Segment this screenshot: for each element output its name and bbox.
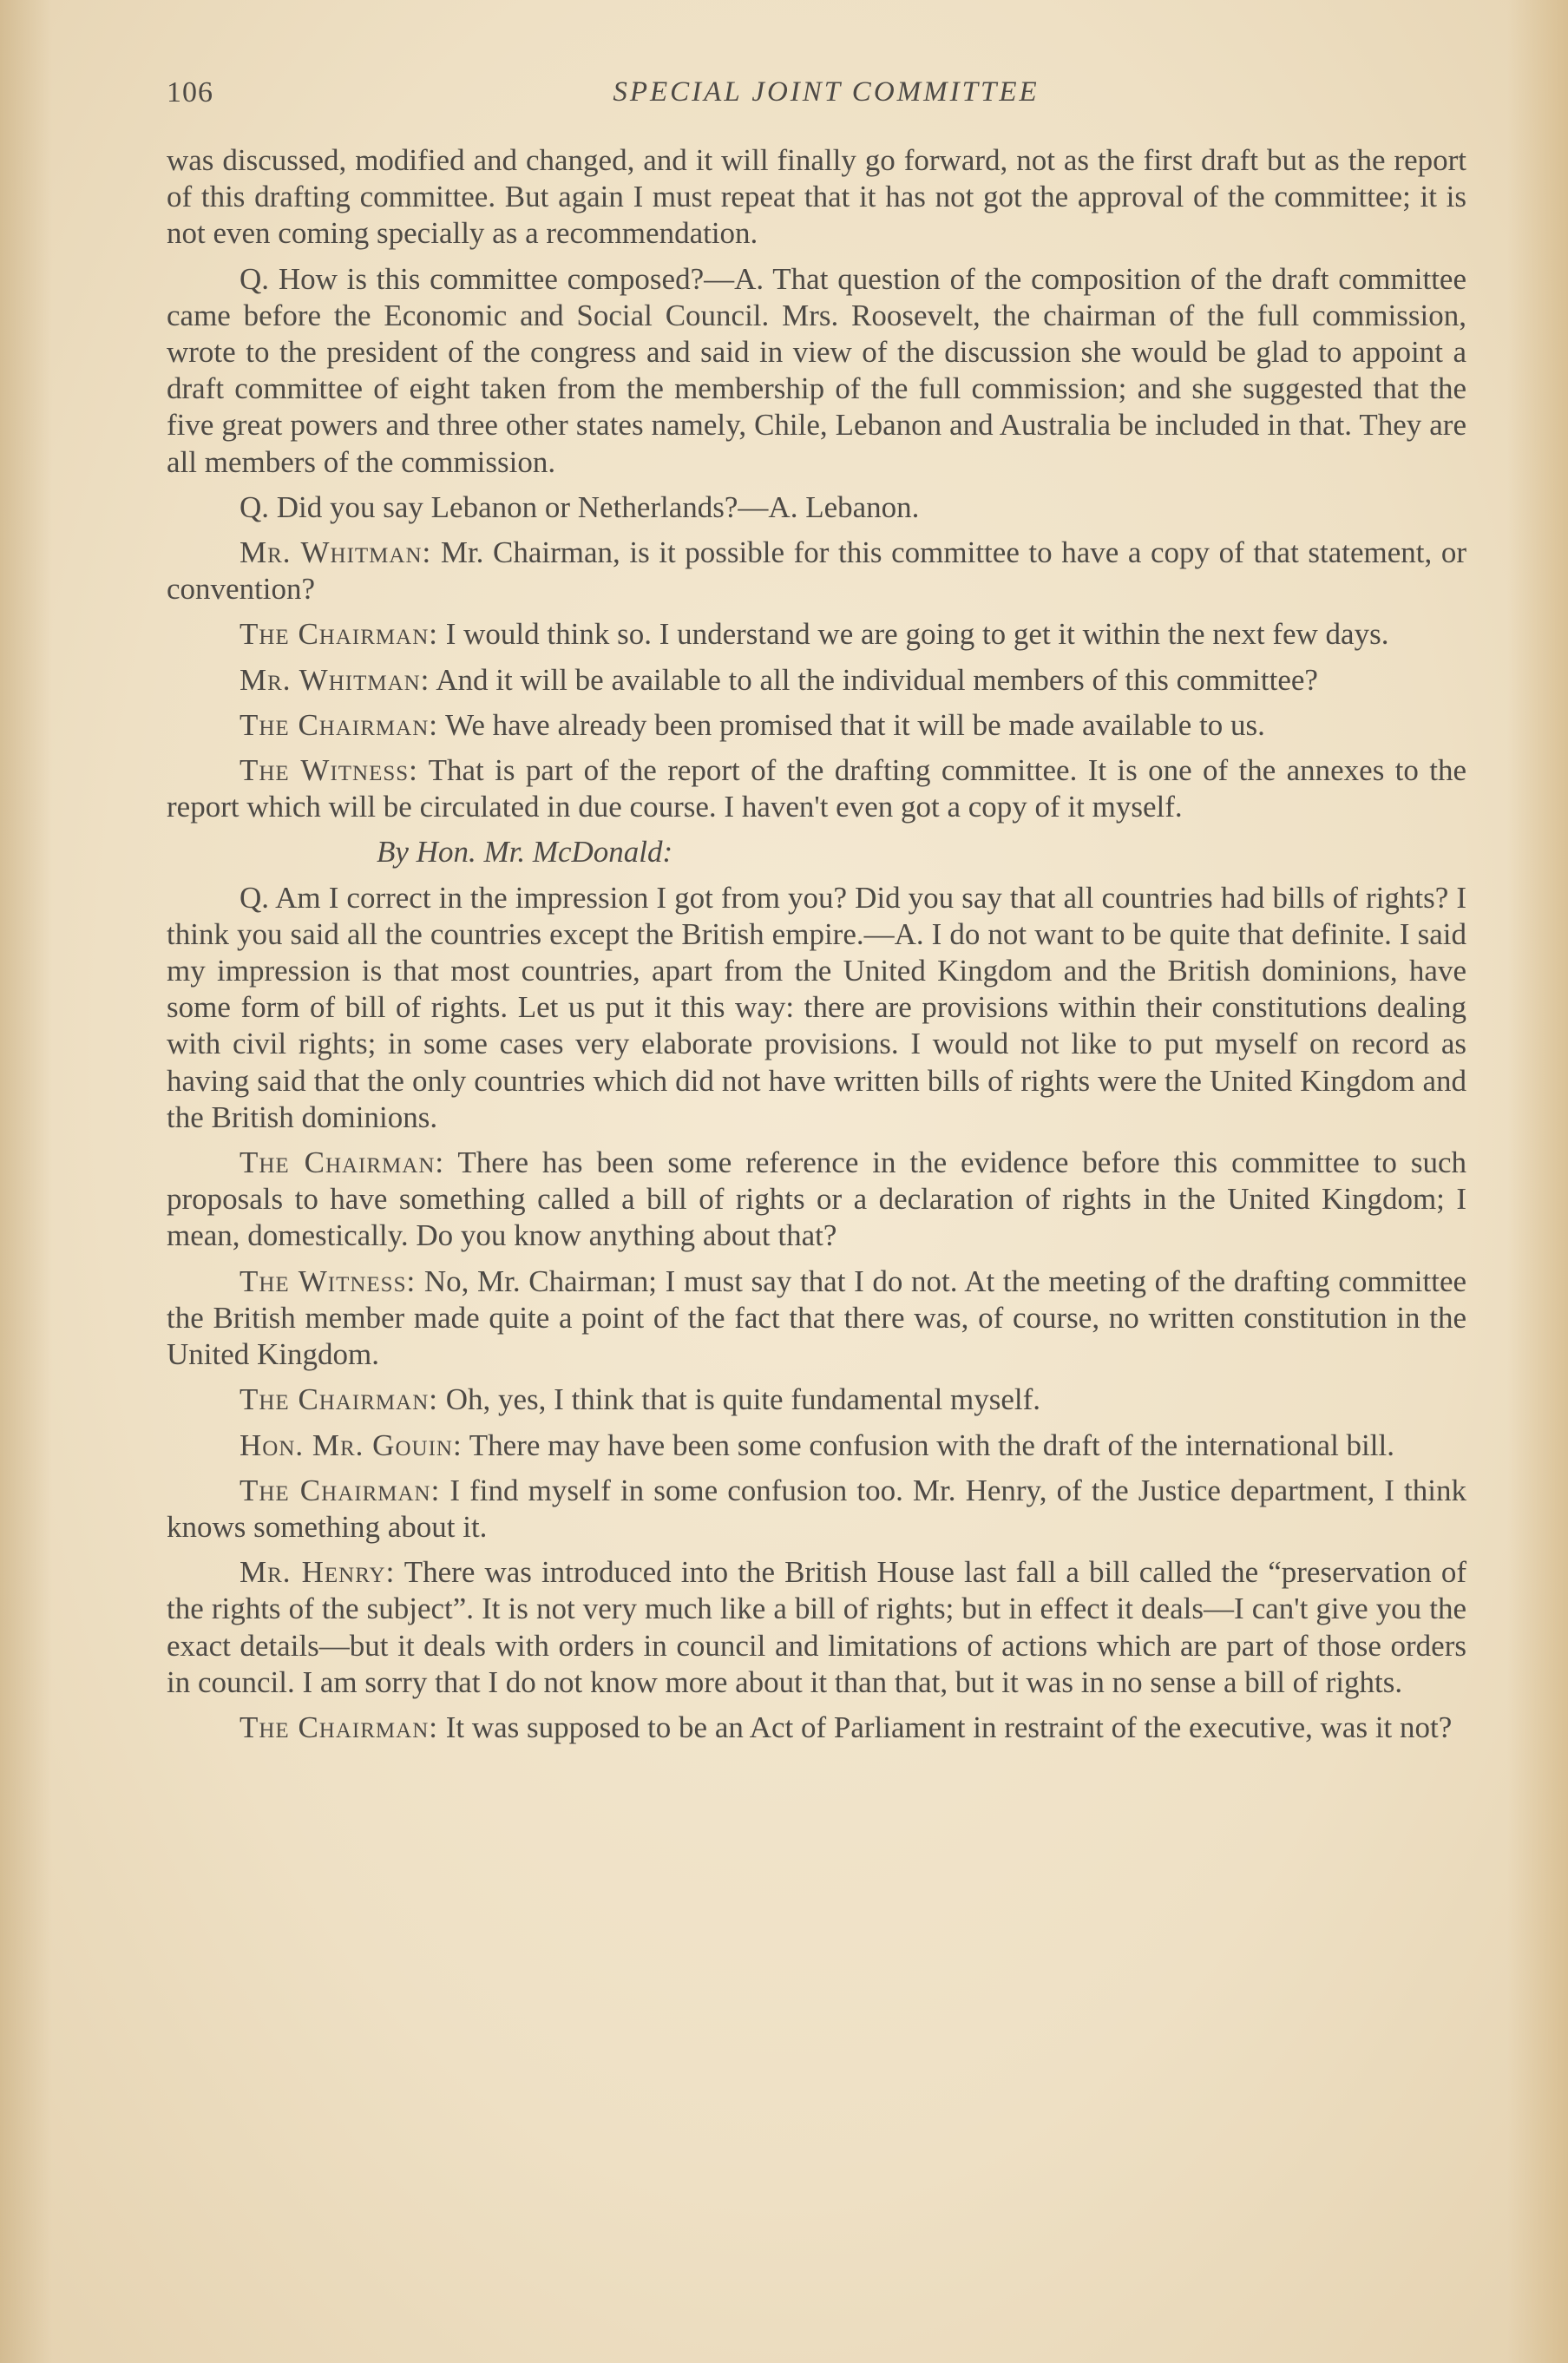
paragraph-text: We have already been promised that it will be made available to us. — [437, 707, 1265, 742]
speaker: Mr. Whitman: — [239, 535, 432, 570]
running-head: SPECIAL JOINT COMMITTEE — [613, 76, 1040, 108]
speaker: The Chairman: — [239, 1382, 438, 1417]
paragraph-text: Q. Am I correct in the impression I got from you? Did you say that all countries had bills of rights? I think you said all the countries except the British empire.—A. I do not want to be quite that definite. I said my impression is that most countries, apart from the United Kingdom and the British dominions, have some form of bill of rights. Let us put it this way: there are provisions within their constitutions dealing with civil rights; in some cases very elaborate provisions. I would not like to put myself on record as having said that the only countries which did not have written bills of rights were the United Kingdom and the British dominions. — [167, 880, 1466, 1134]
paragraph-text: I find myself in some confusion too. Mr. Henry, of the Justice department, I think knows something about it. — [167, 1473, 1466, 1544]
paragraph — [167, 1382, 1466, 1418]
paragraph — [167, 142, 1466, 253]
speaker: The Chairman: — [239, 1473, 441, 1507]
paragraph — [167, 616, 1466, 653]
paragraph — [167, 752, 1466, 825]
paragraph-text: There has been some reference in the evidence before this committee to such proposals to have something called a bill of rights or a declaration of rights in the United Kingdom; I mean, domestically. Do you know anything about that? — [167, 1145, 1466, 1253]
paragraph — [167, 707, 1466, 744]
paragraph — [167, 662, 1466, 699]
paragraph — [167, 1264, 1466, 1374]
paragraph-text: There may have been some confusion with the draft of the international bill. — [462, 1428, 1394, 1462]
paragraph — [167, 1145, 1466, 1255]
speaker: The Chairman: — [239, 1710, 438, 1744]
paragraph-text: Oh, yes, I think that is quite fundamental myself. — [437, 1382, 1041, 1417]
page-header — [167, 76, 1468, 120]
speaker: The Chairman: — [239, 707, 438, 742]
paragraph-text: I would think so. I understand we are going to get it within the next few days. — [437, 617, 1389, 652]
speaker: Mr. Henry: — [239, 1555, 396, 1590]
page-right-edge — [1507, 0, 1568, 2363]
paragraph-text: It was supposed to be an Act of Parliament in restraint of the executive, was it not? — [437, 1710, 1453, 1744]
paragraph — [167, 1554, 1466, 1701]
paragraph — [167, 489, 1466, 526]
paragraph-text: And it will be available to all the individual members of this committee? — [430, 662, 1318, 697]
speaker: The Witness: — [239, 1264, 417, 1298]
paragraph — [167, 535, 1466, 607]
paragraph — [167, 1473, 1466, 1546]
paragraph-text: Q. Did you say Lebanon or Netherlands?—A. Lebanon. — [239, 489, 920, 524]
paragraph-text: was discussed, modified and changed, and it will finally go forward, not as the first draft but as the report of this drafting committee. But again I must repeat that it has not got the approval of the committee; it is not even coming specially as a recommendation. — [167, 143, 1466, 251]
paragraph — [167, 1428, 1466, 1464]
paragraph-text: That is part of the report of the drafting committee. It is one of the annexes to the report which will be circulated in due course. I haven't even got a copy of it myself. — [167, 753, 1467, 824]
paragraph-text: There was introduced into the British House last fall a bill called the “preservation of the rights of the subject”. It is not very much like a bill of rights; but in effect it deals—I can't give you the exact details—but it deals with orders in council and limitations of actions which are part of those orders in council. I am sorry that I do not know more about it than that, but it was in no sense a bill of rights. — [167, 1555, 1466, 1699]
page-body — [167, 142, 1466, 1755]
speaker: The Witness: — [239, 753, 418, 788]
page-number: 106 — [167, 76, 213, 108]
paragraph-text: Mr. Chairman, is it possible for this committee to have a copy of that statement, or convention? — [167, 535, 1466, 607]
speaker: Mr. Whitman: — [239, 662, 430, 697]
paragraph-text: No, Mr. Chairman; I must say that I do not. At the meeting of the drafting committee the British member made quite a point of the fact that there was, of course, no written constitution in the United Kingdom. — [167, 1264, 1467, 1372]
byline: By Hon. Mr. McDonald: — [377, 835, 673, 870]
speaker: Hon. Mr. Gouin: — [239, 1428, 463, 1462]
paragraph — [167, 880, 1466, 1136]
page-left-edge — [0, 0, 52, 2363]
speaker: The Chairman: — [239, 617, 438, 652]
speaker: The Chairman: — [239, 1145, 445, 1180]
paragraph — [167, 1710, 1466, 1746]
paragraph — [167, 261, 1466, 481]
paragraph-text: Q. How is this committee composed?—A. That question of the composition of the draft committee came before the Economic and Social Council. Mrs. Roosevelt, the chairman of the full commission, wrote to the president of the congress and said in view of the discussion she would be glad to appoint a draft committee of eight taken from the membership of the full commission; and she suggested that the five great powers and three other states namely, Chile, Lebanon and Australia be included in that. They are all members of the commission. — [167, 261, 1466, 479]
